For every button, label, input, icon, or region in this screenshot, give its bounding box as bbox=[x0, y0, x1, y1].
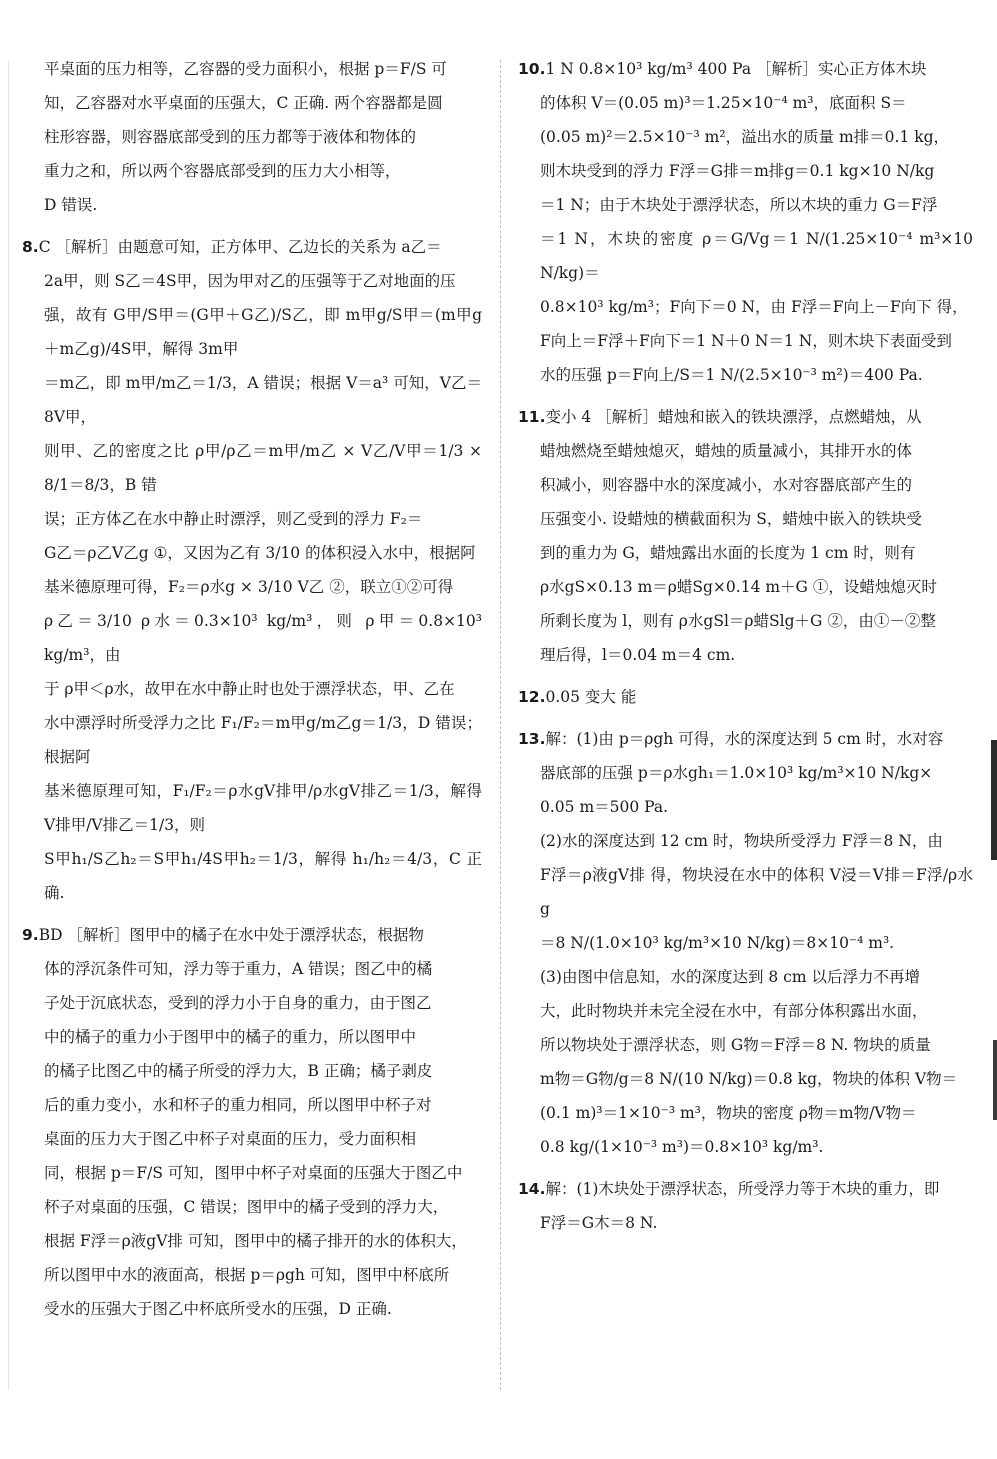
text-line: 桌面的压力大于图乙中杯子对桌面的压力，受力面积相 bbox=[44, 1130, 417, 1148]
text-line: 解：(1)由 p＝ρgh 可得，水的深度达到 5 cm 时，水对容 bbox=[545, 730, 944, 748]
text-line: C ［解析］由题意可知，正方体甲、乙边长的关系为 a乙＝ bbox=[38, 238, 442, 256]
text-line: ＝1 N，木块的密度 ρ＝G/Vg＝1 N/(1.25×10⁻⁴ m³×10 N/kg)＝ bbox=[540, 230, 973, 282]
text-line: 杯子对桌面的压强，C 错误；图甲中的橘子受到的浮力大， bbox=[44, 1198, 449, 1216]
scan-edge-mark bbox=[991, 740, 997, 860]
text-line: 0.05 变大 能 bbox=[545, 688, 637, 706]
answer-10 bbox=[518, 52, 973, 392]
text-line: F浮＝ρ液gV排 得，物块浸在水中的体积 V浸＝V排＝F浮/ρ水g bbox=[540, 866, 973, 918]
scan-edge-mark bbox=[993, 1040, 997, 1120]
question-number: 9. bbox=[22, 926, 39, 944]
text-line: S甲h₁/S乙h₂＝S甲h₁/4S甲h₂＝1/3，解得 h₁/h₂＝4/3，C 正确. bbox=[44, 850, 482, 902]
left-column bbox=[22, 52, 482, 1334]
text-line: (0.1 m)³＝1×10⁻³ m³，物块的密度 ρ物＝m物/V物＝ bbox=[540, 1104, 917, 1122]
question-number: 13. bbox=[518, 730, 546, 748]
text-line: ＝8 N/(1.0×10³ kg/m³×10 N/kg)＝8×10⁻⁴ m³. bbox=[540, 934, 895, 952]
text-line: 基米德原理可得，F₂＝ρ水g × 3/10 V乙 ②，联立①②可得 bbox=[44, 578, 454, 596]
text-line: 0.8×10³ kg/m³；F向下＝0 N，由 F浮＝F向上－F向下 得， bbox=[540, 298, 968, 316]
text-line: 变小 4 ［解析］蜡烛和嵌入的铁块漂浮，点燃蜡烛，从 bbox=[545, 408, 922, 426]
text-line: 0.8 kg/(1×10⁻³ m³)＝0.8×10³ kg/m³. bbox=[540, 1138, 824, 1156]
text-line: 水的压强 p＝F向上/S＝1 N/(2.5×10⁻³ m²)＝400 Pa. bbox=[540, 366, 923, 384]
answer-11 bbox=[518, 400, 973, 672]
answer-12 bbox=[518, 680, 973, 714]
text-line: ＝1 N；由于木块处于漂浮状态，所以木块的重力 G＝F浮 bbox=[540, 196, 938, 214]
text-line: 压强变小. 设蜡烛的横截面积为 S，蜡烛中嵌入的铁块受 bbox=[540, 510, 922, 528]
text-line: D 错误. bbox=[44, 196, 98, 214]
text-line: 所以图甲中水的液面高，根据 p＝ρgh 可知，图甲中杯底所 bbox=[44, 1266, 450, 1284]
text-line: 的体积 V＝(0.05 m)³＝1.25×10⁻⁴ m³，底面积 S＝ bbox=[540, 94, 907, 112]
answer-14 bbox=[518, 1172, 973, 1240]
text-line: ρ水gS×0.13 m＝ρ蜡Sg×0.14 m＋G ①，设蜡烛熄灭时 bbox=[540, 578, 937, 596]
text-line: 后的重力变小，水和杯子的重力相同，所以图甲中杯子对 bbox=[44, 1096, 432, 1114]
text-line: 器底部的压强 p＝ρ水gh₁＝1.0×10³ kg/m³×10 N/kg× bbox=[540, 764, 933, 782]
text-line: F向上＝F浮＋F向下＝1 N＋0 N＝1 N，则木块下表面受到 bbox=[540, 332, 952, 350]
text-line: 体的浮沉条件可知，浮力等于重力，A 错误；图乙中的橘 bbox=[44, 960, 433, 978]
question-number: 11. bbox=[518, 408, 546, 426]
text-line: 积减小，则容器中水的深度减小，水对容器底部产生的 bbox=[540, 476, 913, 494]
text-line: 0.05 m＝500 Pa. bbox=[540, 798, 669, 816]
text-line: (2)水的深度达到 12 cm 时，物块所受浮力 F浮＝8 N，由 bbox=[540, 832, 943, 850]
text-line: 子处于沉底状态，受到的浮力小于自身的重力，由于图乙 bbox=[44, 994, 432, 1012]
text-line: 于 ρ甲＜ρ水，故甲在水中静止时也处于漂浮状态，甲、乙在 bbox=[44, 680, 455, 698]
text-line: 到的重力为 G，蜡烛露出水面的长度为 1 cm 时，则有 bbox=[540, 544, 916, 562]
text-line: 大，此时物块并未完全浸在水中，有部分体积露出水面， bbox=[540, 1002, 928, 1020]
text-line: 柱形容器，则容器底部受到的压力都等于液体和物体的 bbox=[44, 128, 417, 146]
text-line: 理后得，l＝0.04 m＝4 cm. bbox=[540, 646, 736, 664]
question-number: 12. bbox=[518, 688, 546, 706]
text-line: 蜡烛燃烧至蜡烛熄灭，蜡烛的质量减小，其排开水的体 bbox=[540, 442, 913, 460]
text-line: m物＝G物/g＝8 N/(10 N/kg)＝0.8 kg，物块的体积 V物＝ bbox=[540, 1070, 958, 1088]
text-line: 的橘子比图乙中的橘子所受的浮力大，B 正确；橘子剥皮 bbox=[44, 1062, 433, 1080]
question-number: 10. bbox=[518, 60, 546, 78]
text-line: 则甲、乙的密度之比 ρ甲/ρ乙＝m甲/m乙 × V乙/V甲＝1/3 × 8/1＝8/3，B 错 bbox=[44, 442, 482, 494]
text-line: 解：(1)木块处于漂浮状态，所受浮力等于木块的重力，即 bbox=[545, 1180, 940, 1198]
text-line: F浮＝G木＝8 N. bbox=[540, 1214, 658, 1232]
text-line: ＝m乙，即 m甲/m乙＝1/3，A 错误；根据 V＝a³ 可知，V乙＝8V甲， bbox=[44, 374, 482, 426]
text-line: 中的橘子的重力小于图甲中的橘子的重力，所以图甲中 bbox=[44, 1028, 417, 1046]
text-line: 重力之和，所以两个容器底部受到的压力大小相等， bbox=[44, 162, 401, 180]
text-line: 根据 F浮＝ρ液gV排 可知，图甲中的橘子排开的水的体积大， bbox=[44, 1232, 467, 1250]
text-line: 1 N 0.8×10³ kg/m³ 400 Pa ［解析］实心正方体木块 bbox=[545, 60, 927, 78]
text-line: 则木块受到的浮力 F浮＝G排＝m排g＝0.1 kg×10 N/kg bbox=[540, 162, 935, 180]
question-number: 8. bbox=[22, 238, 39, 256]
text-line: BD ［解析］图甲中的橘子在水中处于漂浮状态，根据物 bbox=[38, 926, 424, 944]
text-line: (3)由图中信息知，水的深度达到 8 cm 以后浮力不再增 bbox=[540, 968, 920, 986]
answer-7-continued bbox=[22, 52, 482, 222]
text-line: 基米德原理可知，F₁/F₂＝ρ水gV排甲/ρ水gV排乙＝1/3，解得 V排甲/V排乙＝1/3，则 bbox=[44, 782, 482, 834]
text-line: 水中漂浮时所受浮力之比 F₁/F₂＝m甲g/m乙g＝1/3，D 错误；根据阿 bbox=[44, 714, 482, 766]
column-divider bbox=[500, 60, 501, 1390]
text-line: 受水的压强大于图乙中杯底所受水的压强，D 正确. bbox=[44, 1300, 392, 1318]
answer-13 bbox=[518, 722, 973, 1164]
text-line: 同，根据 p＝F/S 可知，图甲中杯子对桌面的压强大于图乙中 bbox=[44, 1164, 463, 1182]
text-line: 强，故有 G甲/S甲＝(G甲＋G乙)/S乙，即 m甲g/S甲＝(m甲g＋m乙g)/4S甲，解得 3m甲 bbox=[44, 306, 482, 358]
text-line: 误；正方体乙在水中静止时漂浮，则乙受到的浮力 F₂＝ bbox=[44, 510, 423, 528]
text-line: (0.05 m)²＝2.5×10⁻³ m²，溢出水的质量 m排＝0.1 kg， bbox=[540, 128, 950, 146]
question-number: 14. bbox=[518, 1180, 546, 1198]
answer-8 bbox=[22, 230, 482, 910]
page-edge bbox=[8, 60, 9, 1390]
text-line: 知，乙容器对水平桌面的压强大，C 正确. 两个容器都是圆 bbox=[44, 94, 443, 112]
answer-9 bbox=[22, 918, 482, 1326]
text-line: ρ乙＝3/10 ρ水＝0.3×10³ kg/m³，则 ρ甲＝0.8×10³ kg/m³，由 bbox=[44, 612, 482, 664]
text-line: 2a甲，则 S乙＝4S甲，因为甲对乙的压强等于乙对地面的压 bbox=[44, 272, 456, 290]
text-line: G乙＝ρ乙V乙g ①，又因为乙有 3/10 的体积浸入水中，根据阿 bbox=[44, 544, 476, 562]
right-column bbox=[518, 52, 973, 1248]
text-line: 所以物块处于漂浮状态，则 G物＝F浮＝8 N. 物块的质量 bbox=[540, 1036, 931, 1054]
text-line: 平桌面的压力相等，乙容器的受力面积小，根据 p＝F/S 可 bbox=[44, 60, 447, 78]
text-line: 所剩长度为 l，则有 ρ水gSl＝ρ蜡Slg＋G ②，由①－②整 bbox=[540, 612, 936, 630]
